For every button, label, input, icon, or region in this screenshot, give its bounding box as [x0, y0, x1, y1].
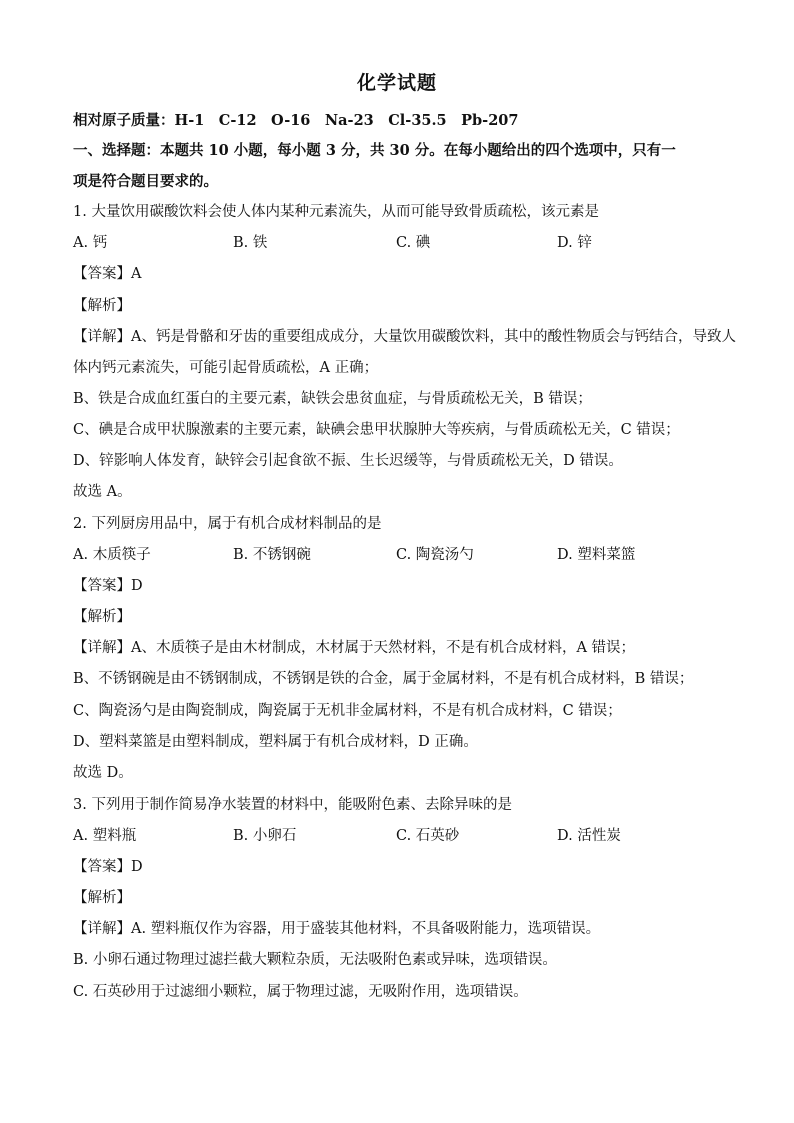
- q3-analysis: 【解析】: [73, 890, 131, 906]
- q3-option-b: B. 小卵石: [233, 828, 297, 844]
- q1-option-c: C. 碘: [396, 235, 431, 251]
- atomic-masses: 相对原子质量：H-1 C-12 O-16 Na-23 Cl-35.5 Pb-207: [73, 112, 519, 129]
- q1-detail-line: 【详解】A、钙是骨骼和牙齿的重要组成成分，大量饮用碳酸饮料，其中的酸性物质会与钙结合，导致人: [73, 329, 736, 345]
- q3-detail-line: C. 石英砂用于过滤细小颗粒，属于物理过滤，无吸附作用，选项错误。: [73, 984, 528, 1000]
- q2-option-c: C. 陶瓷汤勺: [396, 547, 474, 563]
- q3-answer: 【答案】D: [73, 859, 143, 875]
- q1-detail-line: C、碘是合成甲状腺激素的主要元素，缺碘会患甲状腺肿大等疾病，与骨质疏松无关，C 错误；: [73, 422, 680, 438]
- q3-option-c: C. 石英砂: [396, 828, 460, 844]
- section-heading-line2: 项是符合题目要求的。: [73, 173, 218, 190]
- q1-detail-line: D、锌影响人体发育，缺锌会引起食欲不振、生长迟缓等，与骨质疏松无关，D 错误。: [73, 453, 623, 469]
- section-heading-line1: 一、选择题：本题共 10 小题，每小题 3 分，共 30 分。在每小题给出的四个选项中，只有一: [73, 142, 676, 159]
- q2-detail-line: C、陶瓷汤勺是由陶瓷制成，陶瓷属于无机非金属材料，不是有机合成材料，C 错误；: [73, 703, 622, 719]
- q2-option-a: A. 木质筷子: [73, 547, 151, 563]
- q1-analysis: 【解析】: [73, 298, 131, 314]
- q1-option-a: A. 钙: [73, 235, 108, 251]
- q3-detail-line: 【详解】A. 塑料瓶仅作为容器，用于盛装其他材料，不具备吸附能力，选项错误。: [73, 921, 601, 937]
- q1-detail-line: B、铁是合成血红蛋白的主要元素，缺铁会患贫血症，与骨质疏松无关，B 错误；: [73, 391, 592, 407]
- q1-detail-line: 故选 A。: [73, 484, 132, 500]
- q1-stem: 1. 大量饮用碳酸饮料会使人体内某种元素流失，从而可能导致骨质疏松，该元素是: [73, 204, 599, 220]
- q1-option-b: B. 铁: [233, 235, 268, 251]
- q3-stem: 3. 下列用于制作简易净水装置的材料中，能吸附色素、去除异味的是: [73, 797, 512, 813]
- q3-option-a: A. 塑料瓶: [73, 828, 137, 844]
- q2-option-b: B. 不锈钢碗: [233, 547, 311, 563]
- q2-detail-line: D、塑料菜篮是由塑料制成，塑料属于有机合成材料，D 正确。: [73, 734, 478, 750]
- q3-detail-line: B. 小卵石通过物理过滤拦截大颗粒杂质，无法吸附色素或异味，选项错误。: [73, 952, 557, 968]
- page-title: 化学试题: [356, 72, 437, 94]
- q1-answer: 【答案】A: [73, 266, 142, 282]
- q3-option-d: D. 活性炭: [557, 828, 621, 844]
- q1-detail-line: 体内钙元素流失，可能引起骨质疏松，A 正确；: [73, 360, 379, 376]
- q2-answer: 【答案】D: [73, 578, 143, 594]
- q2-analysis: 【解析】: [73, 609, 131, 625]
- q2-option-d: D. 塑料菜篮: [557, 547, 636, 563]
- q2-detail-line: B、不锈钢碗是由不锈钢制成，不锈钢是铁的合金，属于金属材料，不是有机合成材料，B 错误；: [73, 671, 694, 687]
- q2-detail-line: 故选 D。: [73, 765, 133, 781]
- q1-option-d: D. 锌: [557, 235, 592, 251]
- q2-detail-line: 【详解】A、木质筷子是由木材制成，木材属于天然材料，不是有机合成材料，A 错误；: [73, 640, 636, 656]
- q2-stem: 2. 下列厨房用品中，属于有机合成材料制品的是: [73, 516, 382, 532]
